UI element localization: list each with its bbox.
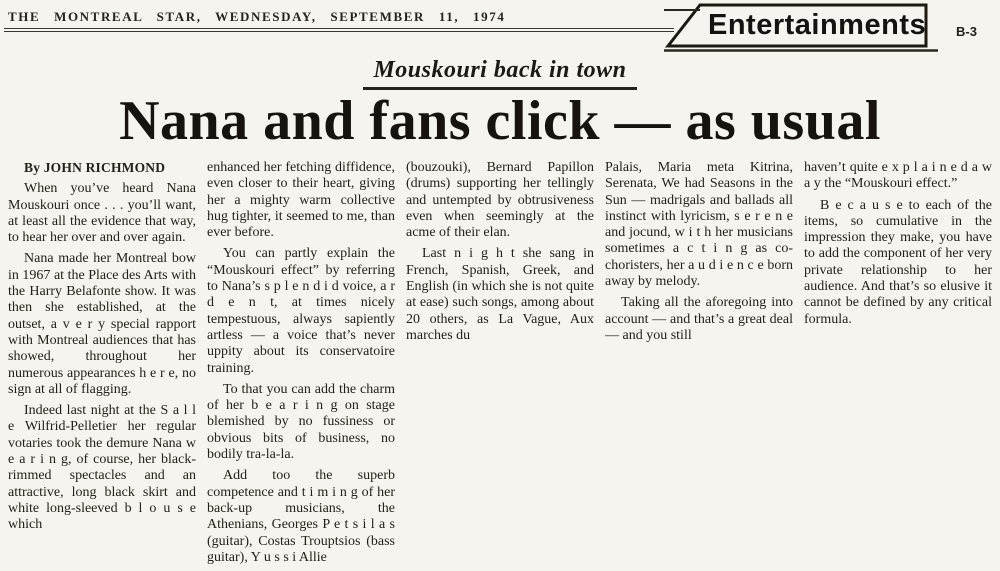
- kicker: Mouskouri back in town: [363, 57, 636, 90]
- paragraph: To that you can add the charm of her b e a r i n g on stage blemished by no fussiness or obvious bits of business, no bodily tra-la-la.: [207, 381, 395, 463]
- paragraph: Nana made her Montreal bow in 1967 at the Place des Arts with the Harry Belafonte show. It was then she established, at the outset, a v e r y special rapport with Montreal audiences that has showed, throughout her numerous appearances h e r e, no sign at all of flagging.: [8, 251, 196, 397]
- column-1: [8, 160, 196, 571]
- section-label: Entertainments: [708, 9, 927, 41]
- section-banner: [664, 1, 942, 53]
- paragraph: You can partly explain the “Mouskouri effect” by referring to Nana’s s p l e n d i d voice, a r d e n t, at times nicely tempestuous, always sapiently artless — a voice that’s never uppity about its conservatoire training.: [207, 246, 395, 376]
- paragraph: B e c a u s e to each of the items, so cumulative in the impression they make, you have to add the component of her very private relationship to her audience. And that’s so elusive it cannot be defined by any critical formula.: [804, 197, 992, 327]
- column-4: [605, 160, 793, 571]
- paragraph: Add too the superb competence and t i m i n g of her back-up musicians, the Athenians, Georges P e t s i l a s (guitar), Costas Trouptsios (bass guitar), Y u s s i Allie: [207, 468, 395, 565]
- paragraph: When you’ve heard Nana Mouskouri once . . . you’ll want, at least all the evidence that way, to hear her over and over again.: [8, 181, 196, 246]
- column-5: [804, 160, 992, 571]
- paragraph: (bouzouki), Bernard Papillon (drums) supporting her tellingly and untempted by obtrusiveness even when seemingly at the acme of their elan.: [406, 160, 594, 241]
- column-3: [406, 160, 594, 571]
- paper-dateline: THE MONTREAL STAR, WEDNESDAY, SEPTEMBER 11, 1974: [8, 9, 506, 24]
- byline: By JOHN RICHMOND: [24, 160, 166, 175]
- paragraph: enhanced her fetching diffidence, even closer to their heart, giving her a mighty warm collective hug tighter, it seemed to me, than ever before.: [207, 160, 395, 241]
- headline: Nana and fans click — as usual: [119, 90, 881, 152]
- paragraph: Taking all the aforegoing into account — and that’s a great deal — and you still: [605, 295, 793, 343]
- paragraph: Palais, Maria meta Kitrina, Serenata, We had Seasons in the Sun — madrigals and ballads all instinct with lyricism, s e r e n e and jocund, w i t h her musicians sometimes a c t i n g as co-choristers, her a u d i e n c e born away by melody.: [605, 160, 793, 290]
- paragraph: Indeed last night at the S a l l e Wilfrid-Pelletier her regular votaries took the demure Nana w e a r i n g, of course, her black-rimmed spectacles and an attractive, long black skirt and white long-sleeved b l o u s e which: [8, 403, 196, 533]
- article-body: [8, 160, 994, 571]
- paragraph: haven’t quite e x p l a i n e d a w a y the “Mouskouri effect.”: [804, 160, 992, 192]
- paragraph: Last n i g h t she sang in French, Spanish, Greek, and English (in which she is not quite at ease) such songs, among about 20 others, as La Vague, Aux marches du: [406, 246, 594, 343]
- masthead-rule: [4, 28, 674, 32]
- kicker-row: [0, 57, 1000, 90]
- column-2: [207, 160, 395, 571]
- page-number: B-3: [956, 24, 977, 39]
